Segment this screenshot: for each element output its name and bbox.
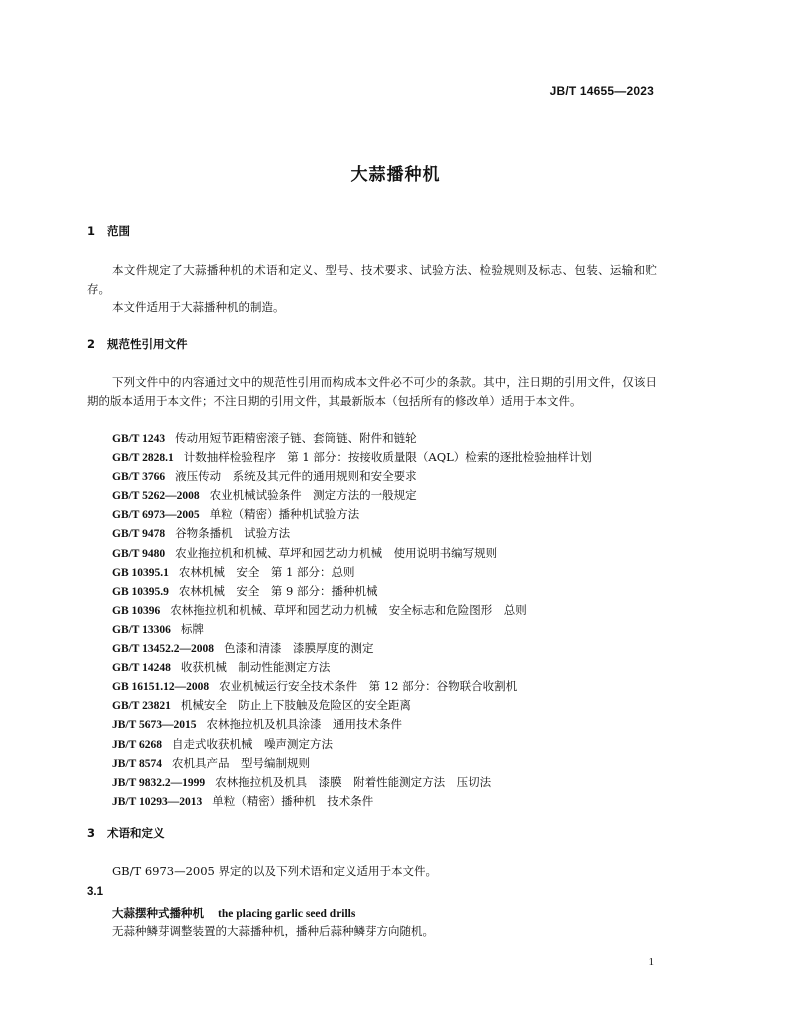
reference-code: GB/T 9480 <box>112 547 166 560</box>
reference-code: JB/T 5673—2015 <box>112 719 197 732</box>
reference-item <box>112 448 592 467</box>
section-number: 1 <box>87 224 96 238</box>
reference-item <box>112 582 592 601</box>
term-chinese: 大蒜摆种式播种机 <box>112 906 204 920</box>
reference-item <box>112 563 592 582</box>
term-heading <box>112 904 355 924</box>
reference-title: 传动用短节距精密滚子链、套筒链、附件和链轮 <box>175 431 417 445</box>
section-title: 规范性引用文件 <box>107 337 188 351</box>
reference-item <box>112 601 592 620</box>
reference-title: 自走式收获机械 噪声测定方法 <box>171 736 333 751</box>
reference-title: 单粒（精密）播种机 技术条件 <box>212 793 374 808</box>
page-number: 1 <box>648 956 654 968</box>
reference-item <box>112 696 592 715</box>
reference-code: GB/T 6973—2005 <box>112 509 200 522</box>
section-heading-normative-references <box>87 336 188 352</box>
reference-code: JB/T 10293—2013 <box>112 795 203 808</box>
reference-list <box>112 429 592 811</box>
term-english: the placing garlic seed drills <box>218 908 356 920</box>
scope-paragraph-1: 本文件规定了大蒜播种机的术语和定义、型号、技术要求、试验方法、检验规则及标志、包装、运输和贮存。 <box>87 263 657 296</box>
reference-title: 标牌 <box>180 621 204 636</box>
reference-title: 收获机械 制动性能测定方法 <box>180 660 331 675</box>
reference-code: JB/T 8574 <box>112 757 162 770</box>
reference-item <box>112 524 592 543</box>
reference-item <box>112 620 592 639</box>
reference-item <box>112 735 592 754</box>
reference-code: GB 16151.12—2008 <box>112 681 210 694</box>
reference-title: 农机具产品 型号编制规则 <box>171 755 310 770</box>
document-title: 大蒜播种机 <box>350 165 441 185</box>
reference-code: JB/T 6268 <box>112 738 162 751</box>
section-heading-scope <box>87 223 130 239</box>
normative-references-intro: 下列文件中的内容通过文中的规范性引用而构成本文件必不可少的条款。其中，注日期的引用文件，仅该日期的版本适用于本文件；不注日期的引用文件，其最新版本（包括所有的修改单）适用于本文件。 <box>87 375 657 408</box>
reference-title: 农林拖拉机和机械、草坪和园艺动力机械 安全标志和危险图形 总则 <box>170 602 527 617</box>
reference-code: GB 10395.1 <box>112 566 169 579</box>
reference-item <box>112 544 592 563</box>
document-code: JB/T 14655—2023 <box>549 84 654 98</box>
reference-code: GB/T 3766 <box>112 471 166 484</box>
reference-item <box>112 658 592 677</box>
reference-title: 农林机械 安全 第 1 部分：总则 <box>178 564 355 579</box>
reference-code: GB/T 13452.2—2008 <box>112 643 215 656</box>
reference-code: GB 10395.9 <box>112 585 169 598</box>
reference-code: GB/T 23821 <box>112 700 171 713</box>
reference-code: GB/T 13306 <box>112 623 171 636</box>
reference-title: 农林机械 安全 第 9 部分：播种机械 <box>178 583 378 598</box>
reference-code: GB/T 2828.1 <box>112 452 174 465</box>
reference-item <box>112 486 592 505</box>
reference-title: 机械安全 防止上下肢触及危险区的安全距离 <box>180 698 411 713</box>
reference-title: 农林拖拉机及机具 漆膜 附着性能测定方法 压切法 <box>215 774 492 789</box>
reference-title: 农林拖拉机及机具涂漆 通用技术条件 <box>206 717 402 732</box>
reference-code: GB/T 5262—2008 <box>112 490 200 503</box>
reference-item <box>112 677 592 696</box>
reference-code: JB/T 9832.2—1999 <box>112 776 206 789</box>
reference-code: GB/T 9478 <box>112 528 166 541</box>
reference-code: GB/T 1243 <box>112 433 166 445</box>
section-heading-terms <box>87 825 165 841</box>
reference-title: 农业机械运行安全技术条件 第 12 部分：谷物联合收割机 <box>219 679 518 694</box>
section-number: 3 <box>87 826 96 840</box>
reference-item <box>112 429 592 448</box>
section-number: 2 <box>87 337 96 351</box>
reference-title: 色漆和清漆 漆膜厚度的测定 <box>224 641 374 656</box>
reference-item <box>112 754 592 773</box>
reference-title: 谷物条播机 试验方法 <box>175 526 291 541</box>
reference-item <box>112 639 592 658</box>
section-title: 术语和定义 <box>107 826 165 840</box>
term-definition: 无蒜种鳞芽调整装置的大蒜播种机，播种后蒜种鳞芽方向随机。 <box>112 924 434 938</box>
reference-code: GB/T 14248 <box>112 662 171 675</box>
reference-title: 计数抽样检验程序 第 1 部分：按接收质量限（AQL）检索的逐批检验抽样计划 <box>183 450 592 465</box>
reference-title: 农业拖拉机和机械、草坪和园艺动力机械 使用说明书编写规则 <box>175 545 498 560</box>
term-number: 3.1 <box>87 886 103 898</box>
reference-item <box>112 467 592 486</box>
terms-intro: GB/T 6973—2005 界定的以及下列术语和定义适用于本文件。 <box>112 864 438 878</box>
reference-title: 液压传动 系统及其元件的通用规则和安全要求 <box>175 469 417 484</box>
scope-paragraph-2: 本文件适用于大蒜播种机的制造。 <box>112 300 285 314</box>
reference-code: GB 10396 <box>112 604 161 617</box>
reference-item <box>112 792 592 811</box>
reference-item <box>112 715 592 734</box>
reference-title: 单粒（精密）播种机试验方法 <box>209 507 360 522</box>
reference-item <box>112 773 592 792</box>
section-title: 范围 <box>107 224 130 238</box>
reference-item <box>112 505 592 524</box>
reference-title: 农业机械试验条件 测定方法的一般规定 <box>209 488 417 503</box>
